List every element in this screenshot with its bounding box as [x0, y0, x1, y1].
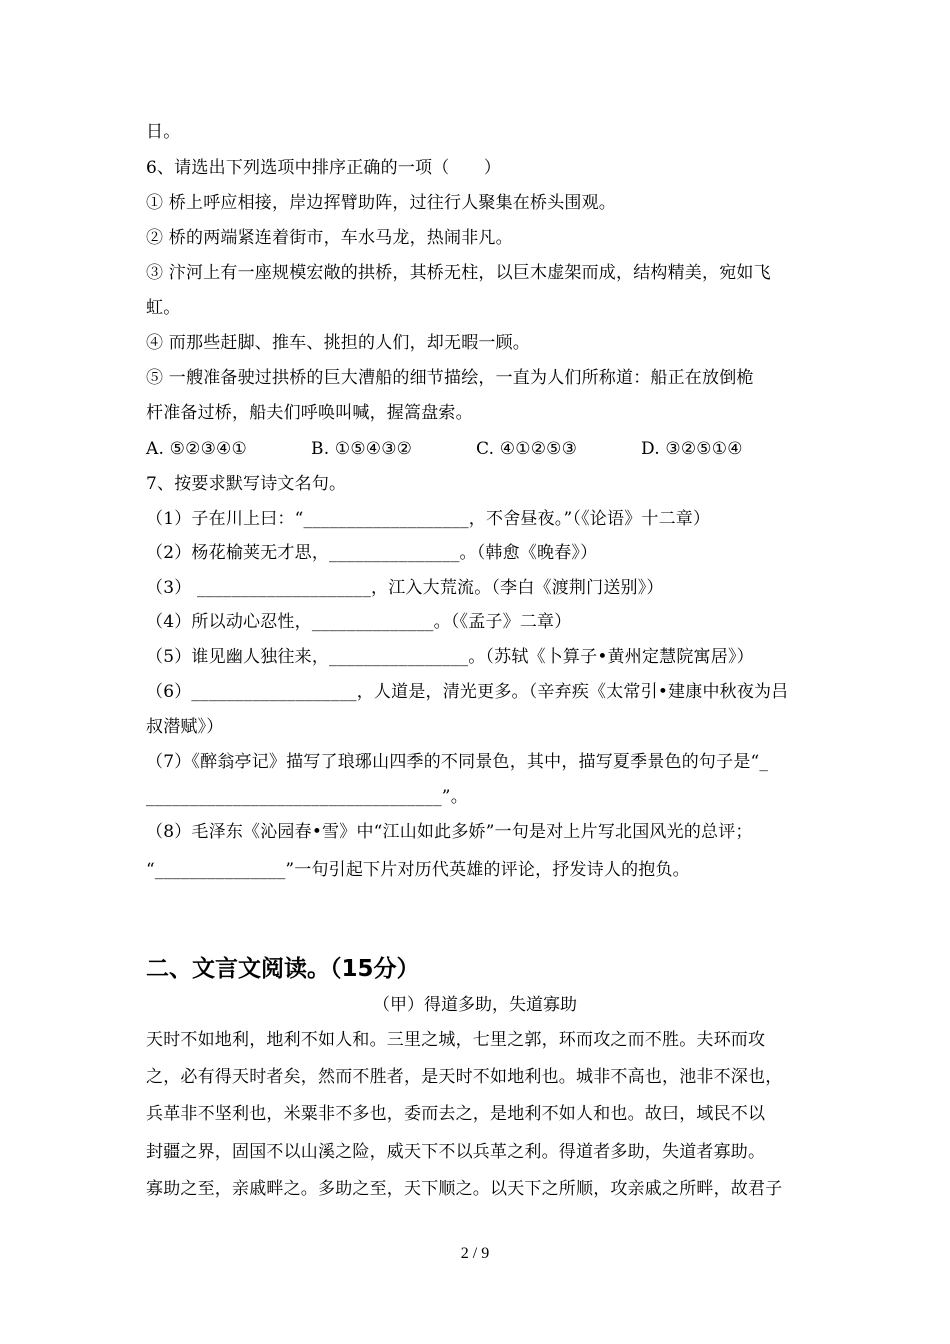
option-a: A. ⑤②③④①: [146, 439, 247, 459]
question-7-item: （2）杨花榆荚无才思，_______________。（韩愈《晚春》）: [146, 543, 598, 563]
question-7-item: （1）子在川上曰：“___________________，不舍昼夜。”（《论语》十二章）: [146, 509, 711, 529]
question-7-item: （6）___________________，人道是，清光更多。（辛弃疾《太常引•建康中秋夜为吕: [146, 682, 789, 702]
question-7-item: “_______________”一句引起下片对历代英雄的评论，抒发诗人的抱负。: [146, 860, 690, 880]
section-heading: 二、文言文阅读。（15分）: [146, 956, 420, 982]
question-6-item: ③ 汴河上有一座规模宏敞的拱桥，其桥无柱，以巨木虚架而成，结构精美，宛如飞: [146, 263, 771, 283]
page-number: 2 / 9: [460, 1245, 490, 1262]
question-6-item: ④ 而那些赶脚、推车、挑担的人们，却无暇一顾。: [146, 333, 531, 353]
passage-line: 寡助之至，亲戚畔之。多助之至，天下顺之。以天下之所顺，攻亲戚之所畔，故君子: [146, 1179, 783, 1199]
question-7-item: （7）《醉翁亭记》描写了琅琊山四季的不同景色，其中，描写夏季景色的句子是“_: [146, 752, 769, 772]
question-7-item: 叔潜赋》）: [146, 717, 224, 737]
question-6-item: ① 桥上呼应相接，岸边挥臂助阵，过往行人聚集在桥头围观。: [146, 193, 617, 213]
passage-line: 天时不如地利，地利不如人和。三里之城，七里之郭，环而攻之而不胜。夫环而攻: [146, 1030, 766, 1050]
question-6-item: ⑤ 一艘准备驶过拱桥的巨大漕船的细节描绘，一直为人们所称道：船正在放倒桅: [146, 368, 754, 388]
option-b: B. ①⑤④③②: [311, 439, 413, 459]
question-7-item: （4）所以动心忍性，______________。（《孟子》二章）: [146, 612, 572, 632]
question-6-options: [146, 437, 810, 461]
question-6-item: 杆准备过桥，船夫们呼唤叫喊，握篙盘索。: [146, 403, 473, 423]
question-7-item: __________________________________”。: [146, 787, 468, 807]
question-7-item: （5）谁见幽人独往来，________________。（苏轼《卜算子•黄州定慧院寓居》）: [146, 647, 754, 667]
question-6-item: ② 桥的两端紧连着街市，车水马龙，热闹非凡。: [146, 228, 513, 248]
passage-line: 封疆之界，固国不以山溪之险，威天下不以兵革之利。得道者多助，失道者寡助。: [146, 1142, 766, 1162]
question-7-prompt: 7、按要求默写诗文名句。: [146, 474, 347, 494]
passage-line: 之，必有得天时者矣，然而不胜者，是天时不如地利也。城非不高也，池非不深也，: [146, 1067, 783, 1087]
question-7-item: （3） ____________________，江入大荒流。（李白《渡荆门送别》）: [146, 578, 664, 598]
question-6-prompt: 6、请选出下列选项中排序正确的一项（ ）: [146, 158, 502, 178]
question-7-item: （8）毛泽东《沁园春•雪》中“江山如此多娇”一句是对上片写北国风光的总评；: [146, 822, 753, 842]
passage-line: 兵革非不坚利也，米粟非不多也，委而去之，是地利不如人和也。故曰，域民不以: [146, 1104, 766, 1124]
continuation-text: 日。: [146, 122, 181, 142]
option-d: D. ③②⑤①④: [641, 439, 743, 459]
question-6-item: 虹。: [146, 298, 181, 318]
option-c: C. ④①②⑤③: [476, 439, 578, 459]
passage-title: （甲）得道多助，失道寡助: [373, 995, 577, 1015]
